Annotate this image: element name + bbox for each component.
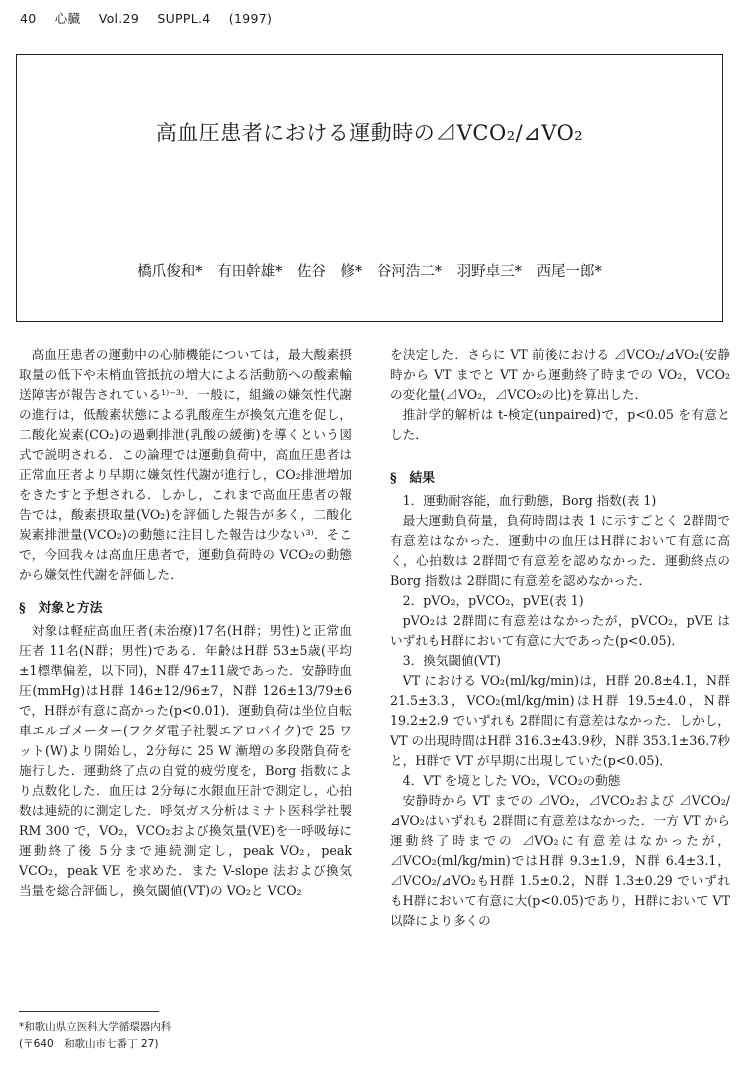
journal-name: 心臓	[54, 11, 81, 26]
footnote-affiliation: *和歌山県立医科大学循環器内科	[19, 1021, 172, 1033]
results-subheading-3: 3．換気閾値(VT)	[402, 653, 501, 668]
author: 西尾一郎*	[536, 264, 602, 280]
methods-heading: § 対象と方法	[19, 601, 103, 616]
author: 佐谷 修*	[296, 264, 363, 280]
results-paragraph-4: 安静時から VT までの ⊿VO₂，⊿VCO₂および ⊿VCO₂/⊿VO₂はいずれも 2群間に有意差はなかった．一方 VT から運動終了時までの ⊿VO₂に有意差はなかったが，⊿VCO₂(ml/kg/min)ではH群 9.3±1.9，N群 6.4±3.1，⊿VCO₂/⊿VO₂もH群 1.5±0.2，N群 1.3±0.29 でいずれもH群において有意に大(p<0.05)であり，H群において VT 以降により多くの	[390, 793, 730, 928]
methods-continued: を決定した．さらに VT 前後における ⊿VCO₂/⊿VO₂(安静時から VT までと VT から運動終了時までの VO₂，VCO₂の変化量(⊿VO₂，⊿VCO₂の比)を算出した．	[390, 347, 730, 402]
results-subheading-2: 2．pVO₂，pVCO₂，pVE(表 1)	[402, 593, 584, 608]
author: 橋爪俊和*	[137, 264, 203, 280]
results-subheading-4: 4．VT を境とした VO₂，VCO₂の動態	[402, 773, 621, 788]
paper-title: 高血圧患者における運動時の⊿VCO₂/⊿VO₂	[155, 121, 584, 145]
results-paragraph-2: pVO₂は 2群間に有意差はなかったが，pVCO₂，pVE はいずれもH群において有意に大であった(p<0.05)．	[390, 613, 730, 648]
author: 有田幹雄*	[217, 264, 283, 280]
intro-paragraph: 高血圧患者の運動中の心肺機能については，最大酸素摂取量の低下や末梢血管抵抗の増大による活動筋への酸素輸送障害が報告されている¹⁾⁻³⁾．一般に，組織の嫌気性代謝の進行は，低酸素状態による乳酸産生が換気亢進を促し，二酸化炭素(CO₂)の過剰排泄(乳酸の緩衝)を導くという図式で説明される．この論理では運動負荷中，高血圧患者は正常血圧者より早期に嫌気性代謝が進行し，CO₂排泄増加をきたすと予想される．しかし，これまで高血圧患者の報告では，酸素摂取量(VO₂)を評価した報告が多く，二酸化炭素排泄量(VCO₂)の動態に注目した報告は少ない³⁾．そこで，今回我々は高血圧患者で，運動負荷時の VCO₂の動態から嫌気性代謝を評価した．	[19, 347, 352, 582]
results-paragraph-3: VT における VO₂(ml/kg/min)は，H群 20.8±4.1，N群 21.5±3.3，VCO₂(ml/kg/min)はH群 19.5±4.0，N群 19.2±2.9 でいずれも 2群間に有意差はなかった．しかし，VT の出現時間はH群 316.3±43.9秒，N群 353.1±36.7秒と，H群で VT が早期に出現していた(p<0.05)．	[390, 673, 730, 768]
results-paragraph-1: 最大運動負荷量，負荷時間は表 1 に示すごとく 2群間で有意差はなかった．運動中の血圧はH群において有意に高く，心拍数は 2群間で有意差を認めなかった．運動終点の Borg 指数は 2群間に有意差を認めなかった．	[390, 513, 730, 588]
left-column	[19, 345, 352, 901]
author-list	[17, 260, 722, 281]
author: 羽野卓三*	[456, 264, 522, 280]
results-heading: § 結果	[390, 471, 436, 486]
statistics-paragraph: 推計学的解析は t-検定(unpaired)で，p<0.05 を有意とした．	[390, 407, 730, 442]
right-column	[390, 345, 730, 931]
title-box	[16, 54, 723, 322]
results-subheading-1: 1．運動耐容能，血行動態，Borg 指数(表 1)	[402, 493, 657, 508]
journal-year: (1997)	[228, 11, 273, 26]
footnote	[19, 1019, 352, 1053]
page-number: 40	[20, 11, 37, 26]
footnote-rule	[19, 1011, 159, 1012]
journal-supplement: SUPPL.4	[157, 11, 211, 26]
author: 谷河浩二*	[376, 264, 443, 280]
running-head	[20, 9, 286, 27]
footnote-address: (〒640 和歌山市七番丁 27)	[19, 1038, 159, 1050]
journal-volume: Vol.29	[98, 11, 140, 26]
methods-paragraph: 対象は軽症高血圧者(未治療)17名(H群；男性)と正常血圧者 11名(N群；男性)である．年齢はH群 53±5歳(平均±1標準偏差，以下同)，N群 47±11歳であった．安静時血圧(mmHg)はH群 146±12/96±7，N群 126±13/79±6 で，H群が有意に高かった(p<0.01)．運動負荷は坐位自転車エルゴメーター(フクダ電子社製エアロバイク)で 25 ワット(W)より開始し，2分毎に 25 W 漸増の多段階負荷を施行した．運動終了点の自覚的疲労度を，Borg 指数により点数化した．血圧は 2分毎に水銀血圧計で測定し，心拍数は連続的に測定した．呼気ガス分析はミナト医科学社製 RM 300 で，VO₂，VCO₂および換気量(VE)を一呼吸毎に運動終了後 5分まで連続測定し，peak VO₂，peak VCO₂，peak VE を求めた．また V-slope 法および換気当量を総合評価し，換気閾値(VT)の VO₂と VCO₂	[19, 623, 352, 898]
